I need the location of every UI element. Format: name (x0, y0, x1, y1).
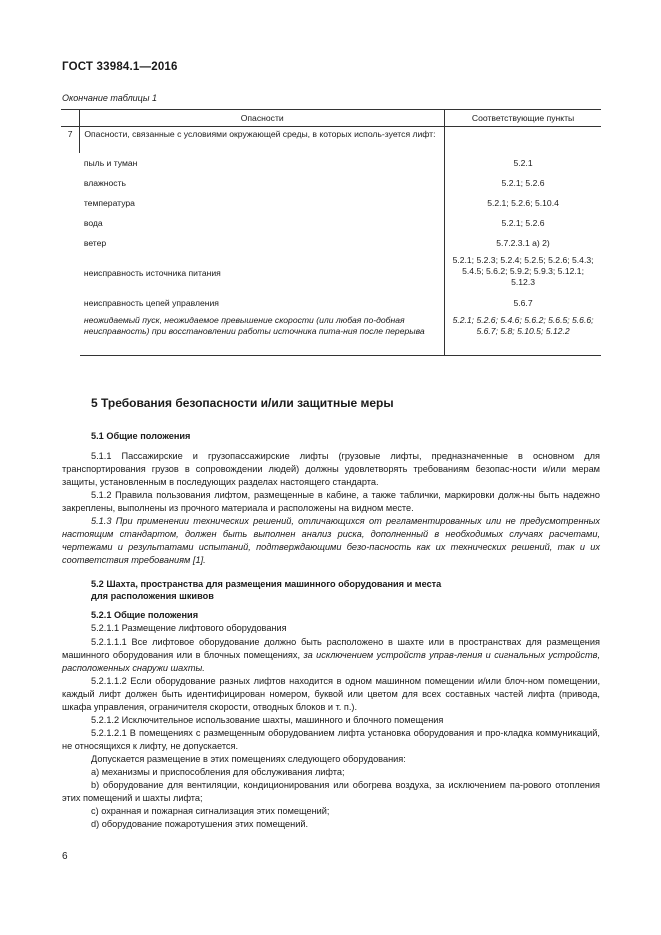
hazard-cell: неожидаемый пуск, неожидаемое превышение скорости (или любая по-добная неисправность) при восстановлении работы источника пита-ния после перерыва (80, 313, 445, 356)
table-col-clauses: Соответствующие пункты (445, 110, 601, 127)
clauses-cell: 5.2.1; 5.2.6; 5.10.4 (445, 193, 601, 213)
table-row (61, 173, 601, 193)
hazards-table (61, 109, 601, 356)
table-row (61, 253, 601, 293)
section-5-heading: 5 Требования безопасности и/или защитные меры (91, 396, 394, 410)
clauses-cell: 5.2.1; 5.2.6; 5.4.6; 5.6.2; 5.6.5; 5.6.6; 5.6.7; 5.8; 5.10.5; 5.12.2 (445, 313, 601, 356)
paragraph-5-2-1-2-1: 5.2.1.2.1 В помещениях с размещенным оборудованием лифта установка оборудования и про-кладка коммуникаций, не относящихся к лифту, не допускается. (62, 728, 600, 751)
table-row (61, 233, 601, 253)
clauses-cell: 5.2.1; 5.2.6 (445, 173, 601, 193)
paragraph-5-2-1-1-1: 5.2.1.1.1 Все лифтовое оборудование должно быть расположено в шахте или в пространствах для размещения машинного оборудования или в блочных помещениях, за исключением устройств управ-ления и сигнальных устройств, расположенных снаружи шахты. (62, 637, 600, 673)
subsection-5-1-heading: 5.1 Общие положения (91, 431, 191, 441)
table-group-title: Опасности, связанные с условиями окружающей среды, в которых исполь-зуется лифт: (80, 127, 445, 154)
table-caption: Окончание таблицы 1 (62, 93, 157, 103)
document-id: ГОСТ 33984.1—2016 (62, 61, 178, 73)
hazard-cell: температура (83, 197, 135, 208)
table-row (61, 153, 601, 173)
table-row (61, 127, 601, 154)
paragraph-5-1-2: 5.1.2 Правила пользования лифтом, размещенные в кабине, а также таблички, маркировки долж-ны быть надежно закреплены, выполнены из прочного материала и расположены на видном месте. (62, 490, 600, 513)
list-item-c: c) охранная и пожарная сигнализация этих помещений; (91, 806, 330, 816)
subsection-5-2-1-heading: 5.2.1 Общие положения (91, 610, 199, 620)
paragraph-5-1-1: 5.1.1 Пассажирские и грузопассажирские лифты (грузовые лифты, предназначенные в основном для транспортирования грузов в сопровождении людей) должны удовлетворять требованиям безопас-ности и/или мерам защиты, установленным в последующих разделах настоящего стандарта. (62, 451, 600, 487)
page-number: 6 (62, 851, 68, 862)
table-row (61, 313, 601, 356)
list-item-d: d) оборудование пожаротушения этих помещений. (91, 819, 309, 829)
paragraph-5-1-3: 5.1.3 При применении технических решений, отличающихся от регламентированных или не предусмотренных настоящим стандартом, должен быть выполнен анализ риска, дополненный в необходимых случаях расчетами, чертежами и результатами испытаний, подтверждающими безо-пасность как их технических решений, так и их соответствия требованиям [1]. (62, 516, 600, 565)
clauses-cell: 5.2.1; 5.2.3; 5.2.4; 5.2.5; 5.2.6; 5.4.3; 5.4.5; 5.6.2; 5.9.2; 5.9.3; 5.12.1; 5.12.3 (445, 253, 601, 293)
table-row-number: 7 (67, 129, 73, 139)
clauses-cell: 5.2.1; 5.2.6 (445, 213, 601, 233)
list-item-b: b) оборудование для вентиляции, кондиционирования или обогрева воздуха, за исключением па-рового отопления этих помещений и шахты лифта; (62, 780, 600, 803)
table-row (61, 193, 601, 213)
list-item-a: а) механизмы и приспособления для обслуживания лифта; (91, 767, 345, 777)
hazard-cell: вода (83, 217, 103, 228)
hazard-cell: влажность (83, 177, 126, 188)
table-row (61, 213, 601, 233)
clauses-cell: 5.6.7 (445, 293, 601, 313)
hazard-cell: пыль и туман (83, 157, 138, 168)
table-num-header (61, 110, 80, 127)
table-row (61, 293, 601, 313)
paragraph-5-2-1-2: 5.2.1.2 Исключительное использование шахты, машинного и блочного помещения (91, 715, 444, 725)
clauses-cell: 5.2.1 (445, 153, 601, 173)
paragraph-5-2-1-1: 5.2.1.1 Размещение лифтового оборудования (91, 623, 287, 633)
hazard-cell: неисправность цепей управления (83, 297, 219, 308)
hazard-cell: ветер (83, 237, 107, 248)
paragraph-allowed-equipment: Допускается размещение в этих помещениях следующего оборудования: (91, 754, 406, 764)
hazard-cell: неисправность источника питания (83, 267, 221, 278)
subsection-5-2-heading: 5.2 Шахта, пространства для размещения машинного оборудования и места для расположения шкивов (91, 579, 442, 601)
paragraph-5-2-1-1-2: 5.2.1.1.2 Если оборудование разных лифтов находится в одном машинном помещении и/или блоч-ном помещении, каждый лифт должен быть идентифицирован номером, буквой или цветом для всех составных частей лифта (привода, шкафа управления, ограничителя скорости, отводных блоков и т. п.). (62, 676, 600, 712)
table-col-hazards: Опасности (80, 110, 445, 127)
clauses-cell: 5.7.2.3.1 а) 2) (445, 233, 601, 253)
